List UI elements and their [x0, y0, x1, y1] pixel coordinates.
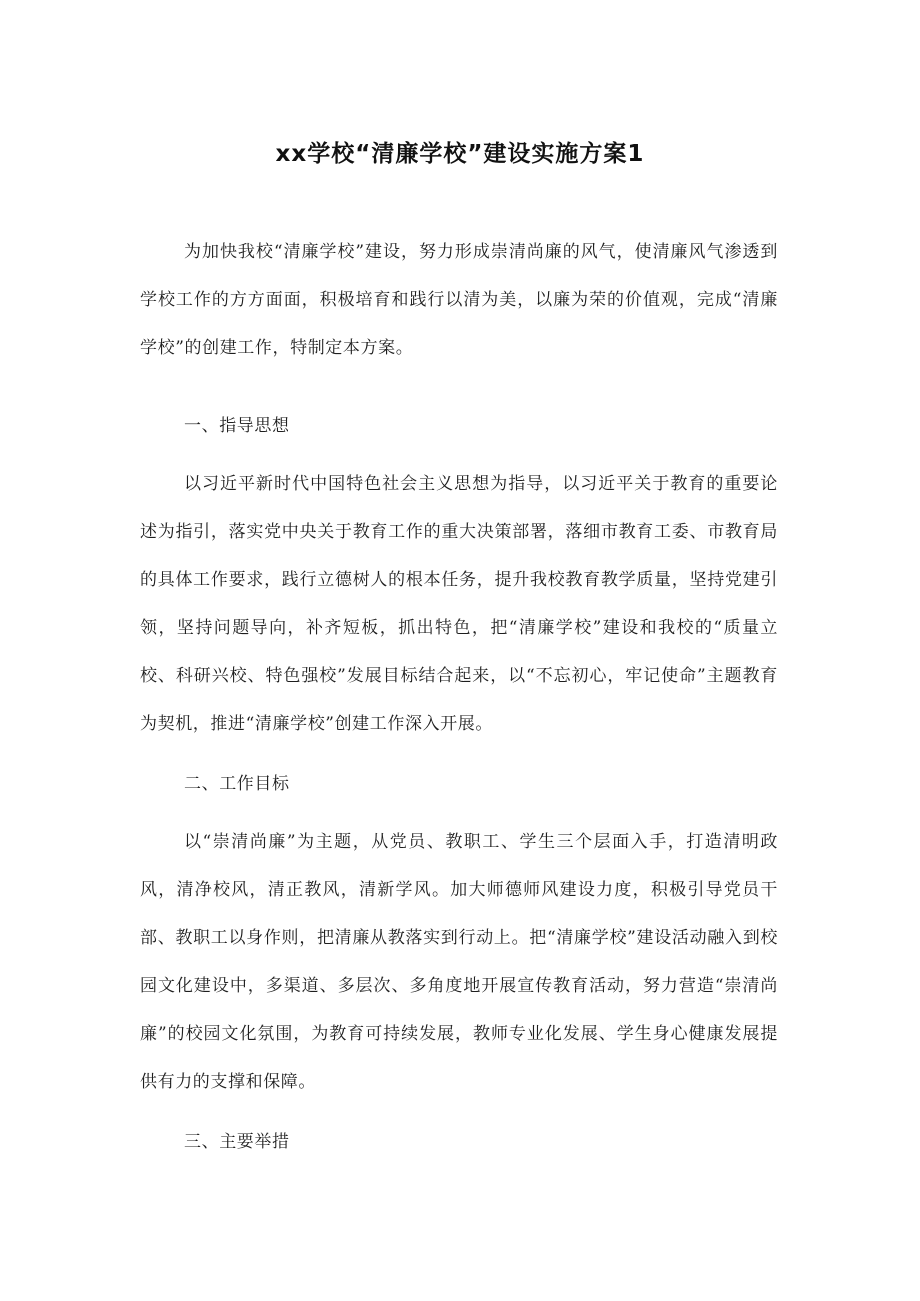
section2-paragraph: 以“崇清尚廉”为主题，从党员、教职工、学生三个层面入手，打造清明政风，清净校风，清正教风，清新学风。加大师德师风建设力度，积极引导党员干部、教职工以身作则，把清廉从教落实到行动上。把“清廉学校”建设活动融入到校园文化建设中，多渠道、多层次、多角度地开展宣传教育活动，努力营造“崇清尚廉”的校园文化氛围，为教育可持续发展，教师专业化发展、学生身心健康发展提供有力的支撑和保障。 [140, 832, 778, 1092]
section2-heading-block [140, 760, 778, 808]
document-title: xx学校“清廉学校”建设实施方案1 [275, 141, 645, 167]
section1-block [140, 460, 778, 748]
intro-block [140, 228, 778, 372]
section1-heading-block [140, 402, 778, 450]
section3-heading: 三、主要举措 [184, 1132, 290, 1152]
section3-heading-block [140, 1118, 778, 1166]
section2-heading: 二、工作目标 [184, 774, 290, 794]
section1-paragraph: 以习近平新时代中国特色社会主义思想为指导，以习近平关于教育的重要论述为指引，落实党中央关于教育工作的重大决策部署，落细市教育工委、市教育局的具体工作要求，践行立德树人的根本任务，提升我校教育教学质量，坚持党建引领，坚持问题导向，补齐短板，抓出特色，把“清廉学校”建设和我校的“质量立校、科研兴校、特色强校”发展目标结合起来，以“不忘初心，牢记使命”主题教育为契机，推进“清廉学校”创建工作深入开展。 [140, 474, 778, 734]
section2-block [140, 818, 778, 1106]
intro-paragraph: 为加快我校“清廉学校”建设，努力形成崇清尚廉的风气，使清廉风气渗透到学校工作的方方面面，积极培育和践行以清为美，以廉为荣的价值观，完成“清廉学校”的创建工作，特制定本方案。 [140, 242, 778, 358]
section1-heading: 一、指导思想 [184, 416, 290, 436]
